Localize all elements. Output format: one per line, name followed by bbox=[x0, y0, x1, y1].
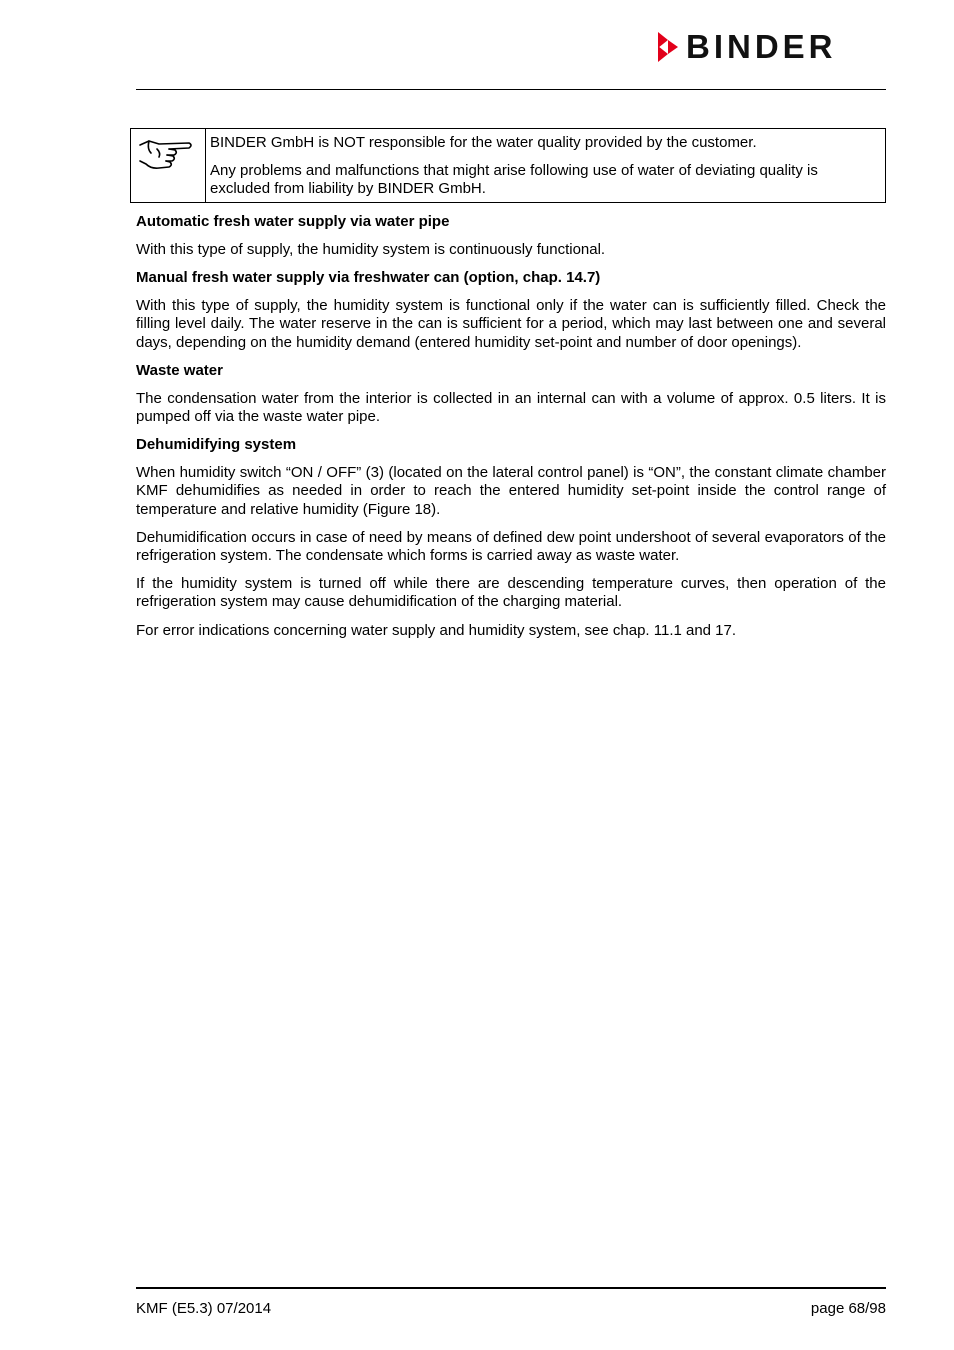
note-responsibility-text: BINDER GmbH is NOT responsible for the water quality provided by the customer. bbox=[210, 134, 757, 151]
paragraph-dehumidifying-3: If the humidity system is turned off while there are descending temperature curves, then operation of the refrigeration system may cause dehumidification of the charging material. bbox=[136, 575, 886, 611]
document-version: KMF (E5.3) 07/2014 bbox=[136, 1300, 272, 1317]
paragraph-dehumidifying-1: When humidity switch “ON / OFF” (3) (located on the lateral control panel) is “ON”, the constant climate chamber KMF dehumidifies as needed in order to reach the entered humidity set-point inside the control range of temperature and relative humidity (Figure 18). bbox=[136, 464, 886, 518]
page-number: page 68/98 bbox=[810, 1300, 886, 1317]
brand-arrow-icon bbox=[656, 30, 682, 64]
footer-divider bbox=[136, 1287, 886, 1289]
note-box bbox=[130, 128, 886, 203]
section-heading-dehumidifying: Dehumidifying system bbox=[136, 436, 297, 454]
paragraph-error-indications: For error indications concerning water supply and humidity system, see chap. 11.1 and 17. bbox=[136, 621, 737, 639]
binder-logo bbox=[656, 30, 886, 64]
section-heading-manual-supply: Manual fresh water supply via freshwater can (option, chap. 14.7) bbox=[136, 269, 601, 287]
paragraph-waste-water: The condensation water from the interior is collected in an internal can with a volume of approx. 0.5 liters. It is pumped off via the waste water pipe. bbox=[136, 389, 886, 426]
main-content bbox=[136, 213, 886, 650]
note-text bbox=[206, 129, 885, 202]
section-heading-automatic-supply: Automatic fresh water supply via water pipe bbox=[136, 213, 450, 230]
paragraph-automatic-supply: With this type of supply, the humidity system is continuously functional. bbox=[136, 241, 606, 258]
pointing-hand-icon bbox=[137, 135, 195, 175]
paragraph-dehumidifying-2: Dehumidification occurs in case of need by means of defined dew point undershoot of several evaporators of the refrigeration system. The condensate which forms is carried away as waste water. bbox=[136, 528, 886, 565]
header-divider bbox=[136, 89, 886, 90]
note-icon-cell bbox=[131, 129, 206, 202]
section-heading-waste-water: Waste water bbox=[136, 361, 223, 379]
note-liability-text: Any problems and malfunctions that might arise following use of water of deviating quality is excluded from liability by BINDER GmbH. bbox=[210, 162, 818, 197]
brand-name: BINDER bbox=[686, 28, 837, 65]
paragraph-manual-supply: With this type of supply, the humidity system is functional only if the water can is sufficiently filled. Check the filling level daily. The water reserve in the can is sufficient for a period, which may last between one and several days, depending on the humidity demand (entered humidity set-point and number of door openings). bbox=[136, 297, 886, 351]
